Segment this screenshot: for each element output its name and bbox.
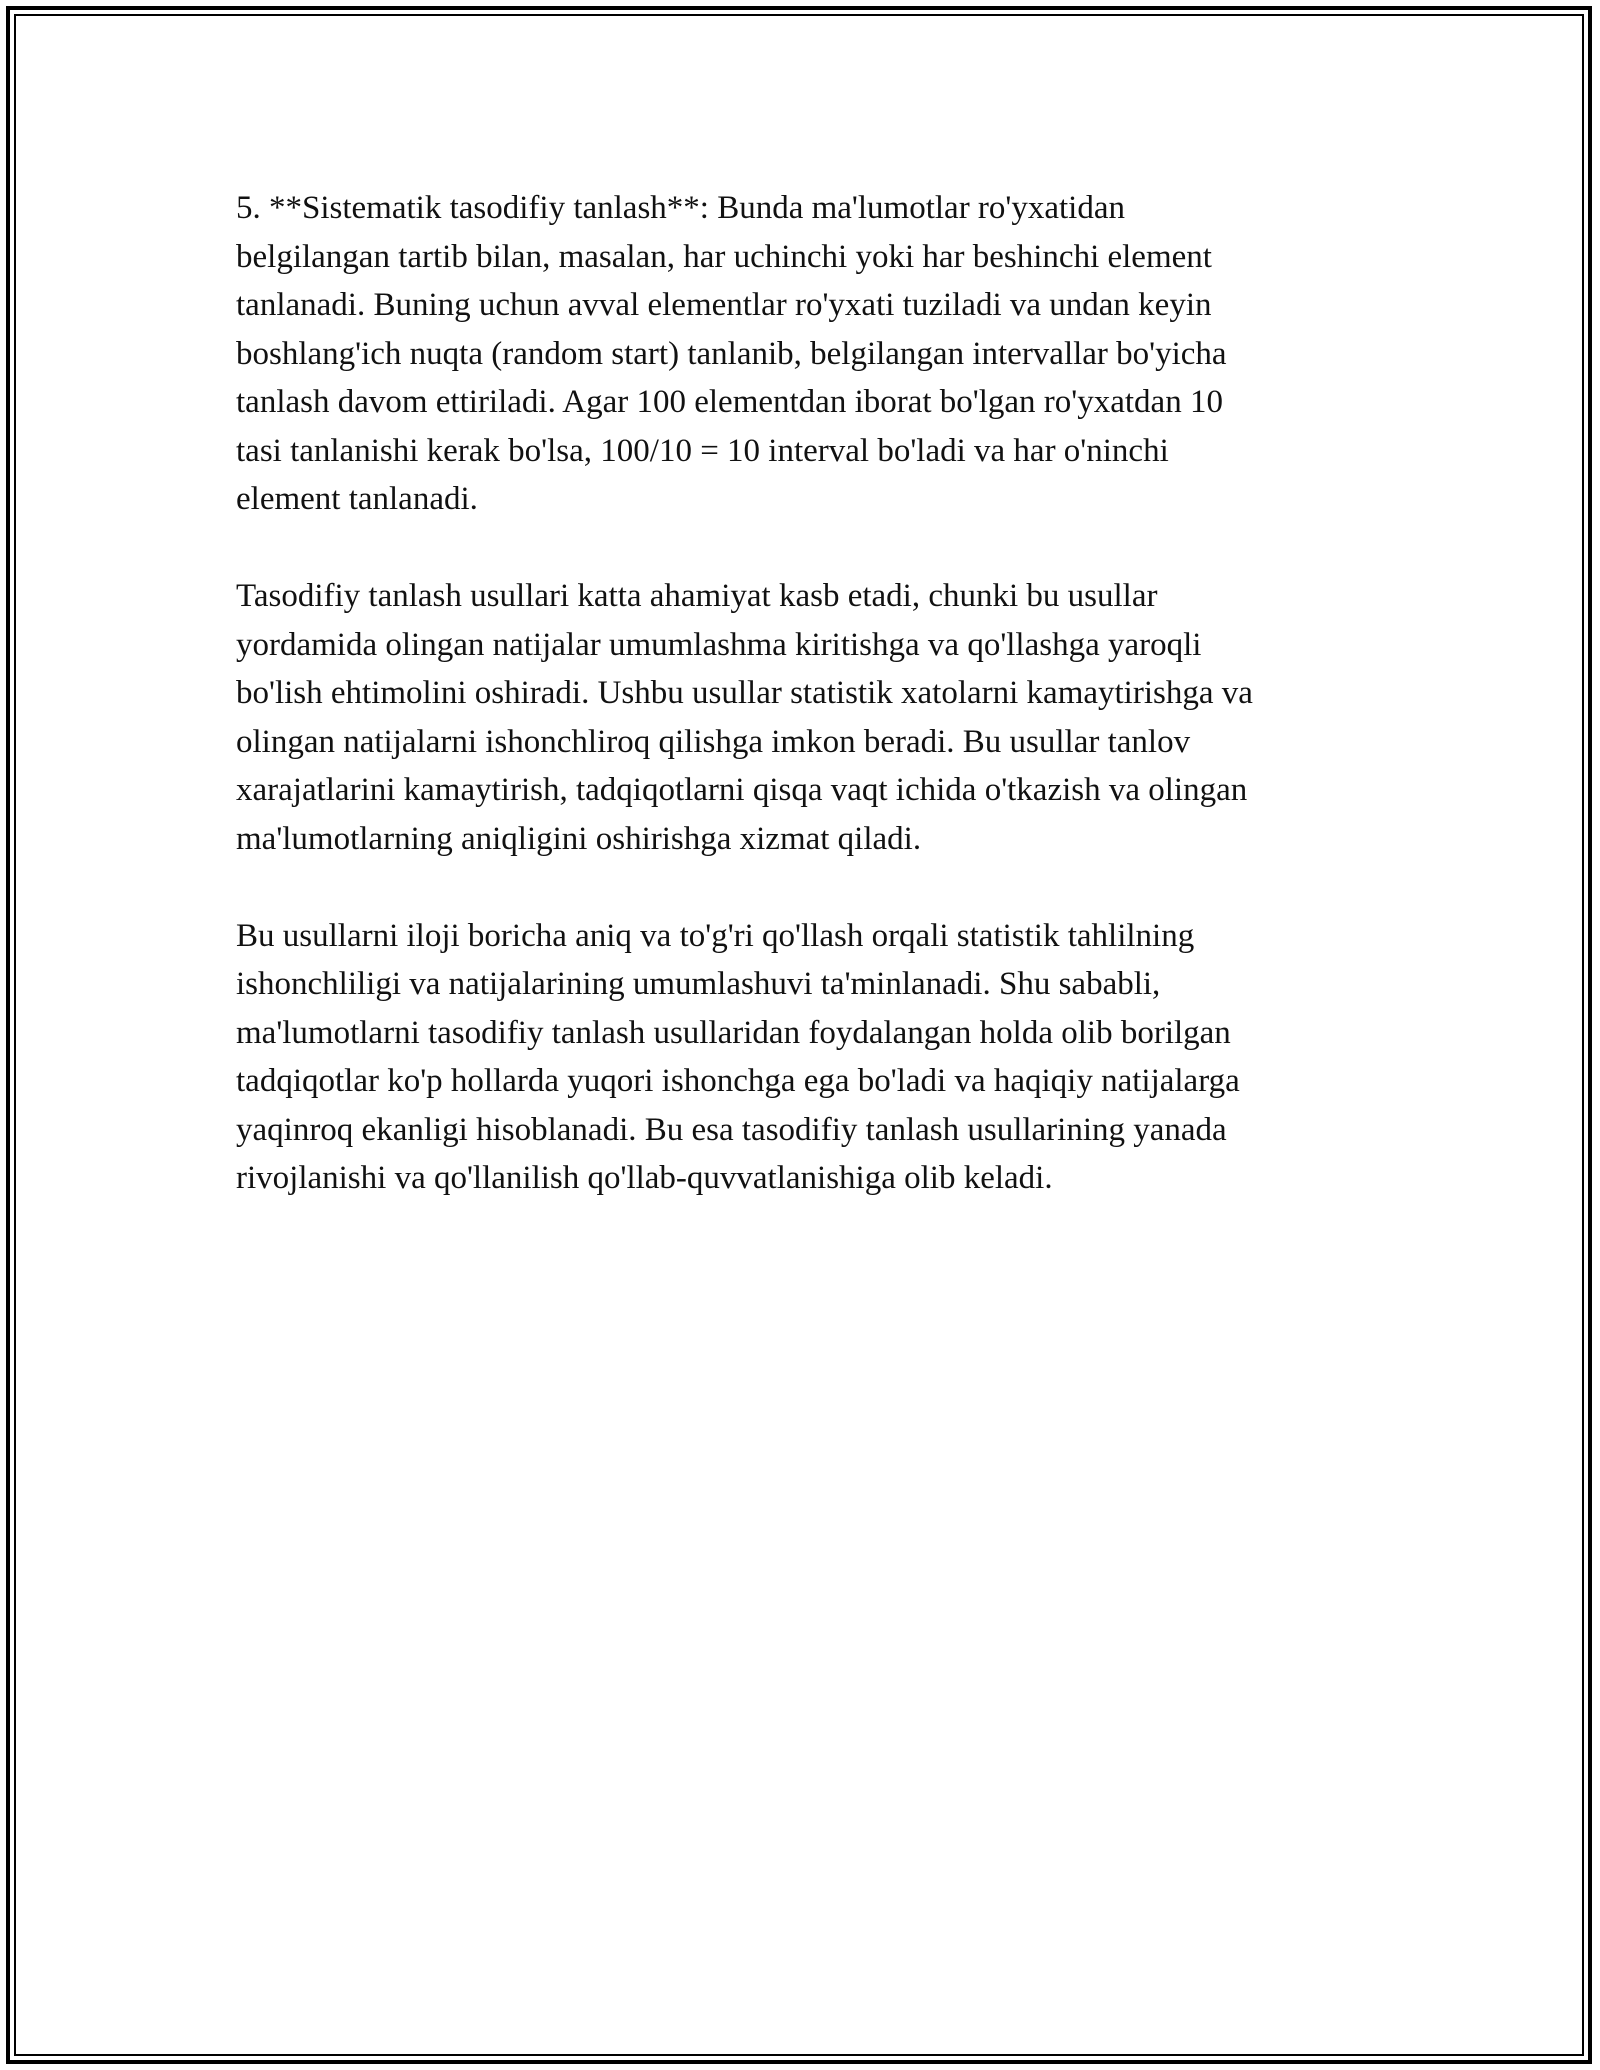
paragraph-conclusion: Bu usullarni iloji boricha aniq va to'g'ri qo'llash orqali statistik tahlilning ishonchliligi va natijalarining umumlashuvi ta'minlanadi. Shu sababli, ma'lumotlarni tasodifiy tanlash usullaridan foydalangan holda olib borilgan tadqiqotlar ko'p hollarda yuqori ishonchga ega bo'ladi va haqiqiy natijalarga yaqinroq ekanligi hisoblanadi. Bu esa tasodifiy tanlash usullarining yanada rivojlanishi va qo'llanilish qo'llab-quvvatlanishiga olib keladi. bbox=[236, 917, 1240, 1196]
paragraph-systematic-sampling: 5. **Sistematik tasodifiy tanlash**: Bunda ma'lumotlar ro'yxatidan belgilangan tartib bilan, masalan, har uchinchi yoki har beshinchi element tanlanadi. Buning uchun avval elementlar ro'yxati tuziladi va undan keyin boshlang'ich nuqta (random start) tanlanib, belgilangan intervallar bo'yicha tanlash davom ettiriladi. Agar 100 elementdan iborat bo'lgan ro'yxatdan 10 tasi tanlanishi kerak bo'lsa, 100/10 = 10 interval bo'ladi va har o'ninchi element tanlanadi. bbox=[236, 190, 1227, 517]
paragraph-importance: Tasodifiy tanlash usullari katta ahamiyat kasb etadi, chunki bu usullar yordamida olingan natijalar umumlashma kiritishga va qo'llashga yaroqli bo'lish ehtimolini oshiradi. Ushbu usullar statistik xatolarni kamaytirishga va olingan natijalarni ishonchliroq qilishga imkon beradi. Bu usullar tanlov xarajatlarini kamaytirish, tadqiqotlarni qisqa vaqt ichida o'tkazish va olingan ma'lumotlarning aniqligini oshirishga xizmat qiladi. bbox=[236, 578, 1253, 857]
document-body bbox=[236, 184, 1376, 1251]
